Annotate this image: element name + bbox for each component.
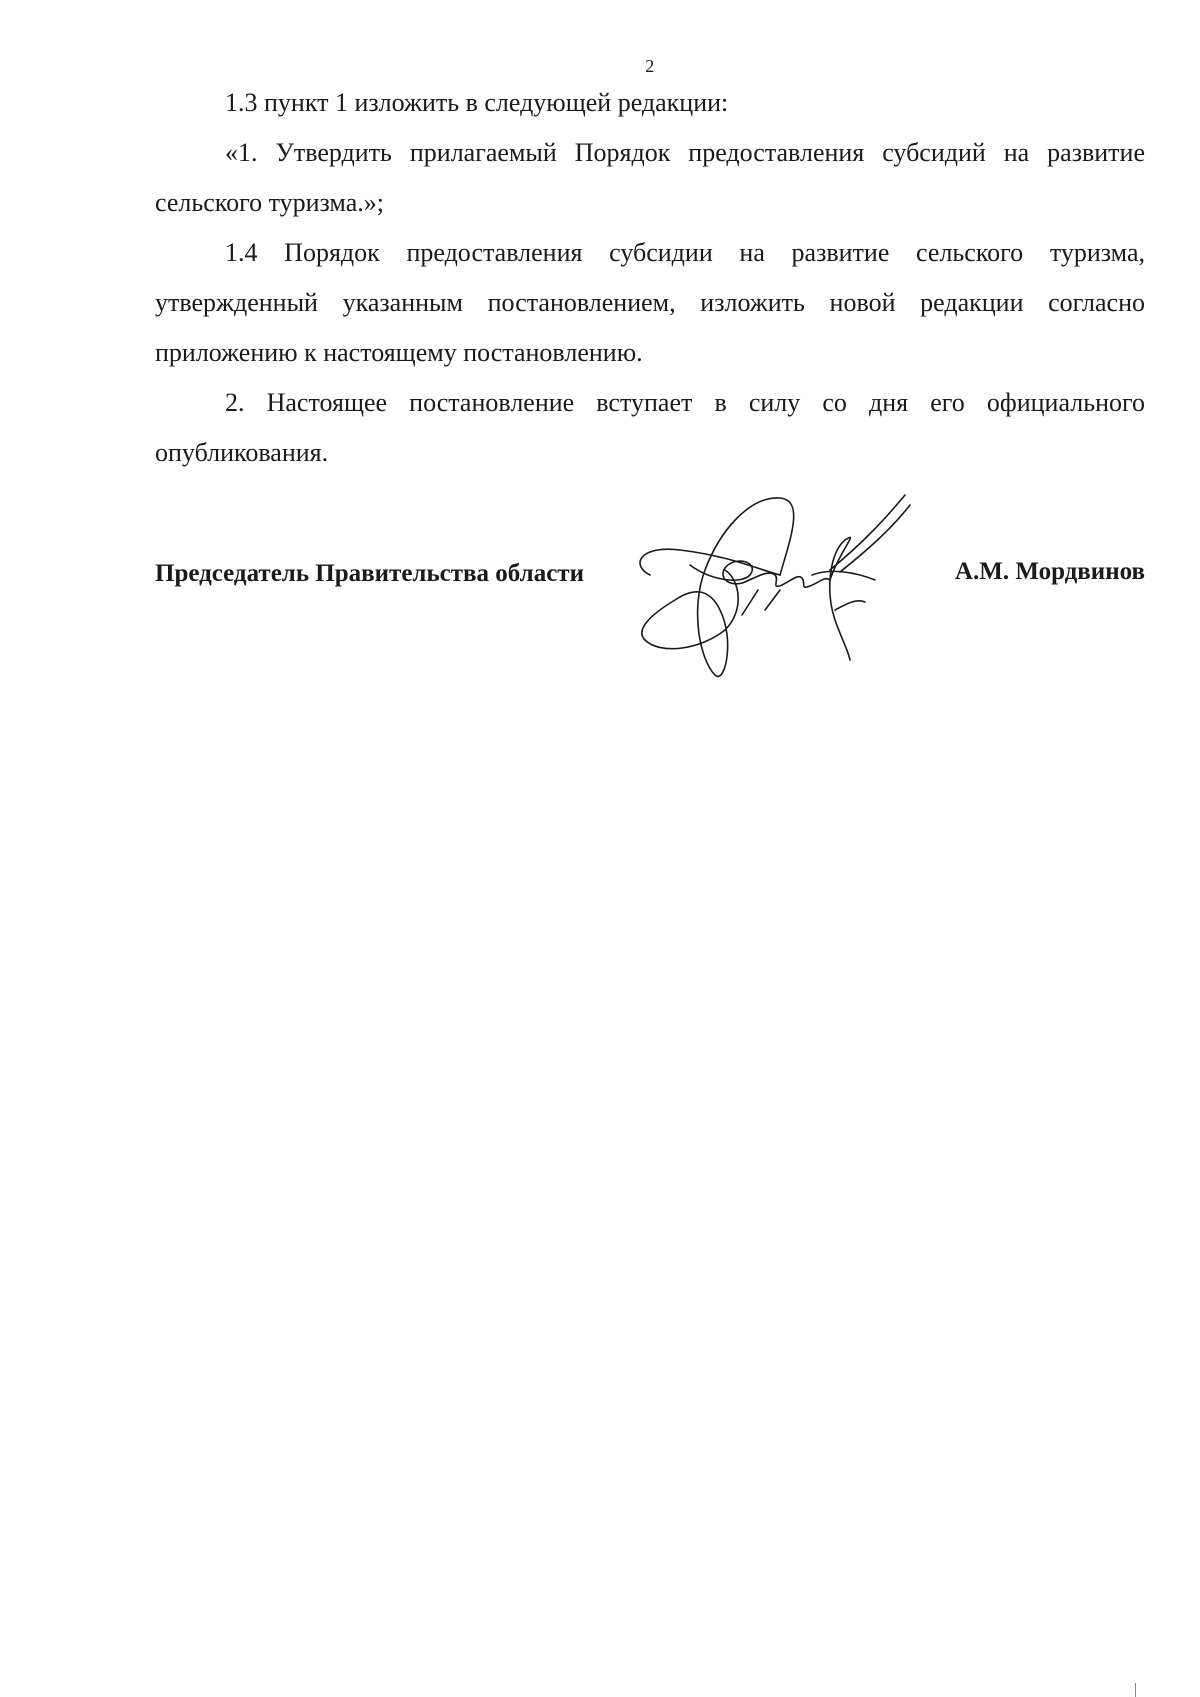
handwritten-signature bbox=[630, 490, 980, 690]
paragraph-1-4: 1.4 Порядок предоставления субсидии на развитие сельского туризма, утвержденный указанным постановлением, изложить новой редакции согласно приложению к настоящему постановлению. bbox=[155, 238, 1145, 367]
document-body bbox=[155, 78, 1145, 478]
page-number: 2 bbox=[645, 56, 655, 76]
scan-edge-mark bbox=[1135, 1683, 1136, 1697]
signer-name: А.М. Мордвинов bbox=[954, 558, 1145, 585]
paragraph-2: 2. Настоящее постановление вступает в силу со дня его официального опубликования. bbox=[155, 388, 1145, 467]
paragraph-quote-1: «1. Утвердить прилагаемый Порядок предоставления субсидий на развитие сельского туризма.»; bbox=[155, 138, 1145, 217]
signer-position: Председатель Правительства области bbox=[155, 560, 584, 587]
paragraph-1-3: 1.3 пункт 1 изложить в следующей редакции: bbox=[225, 88, 729, 117]
